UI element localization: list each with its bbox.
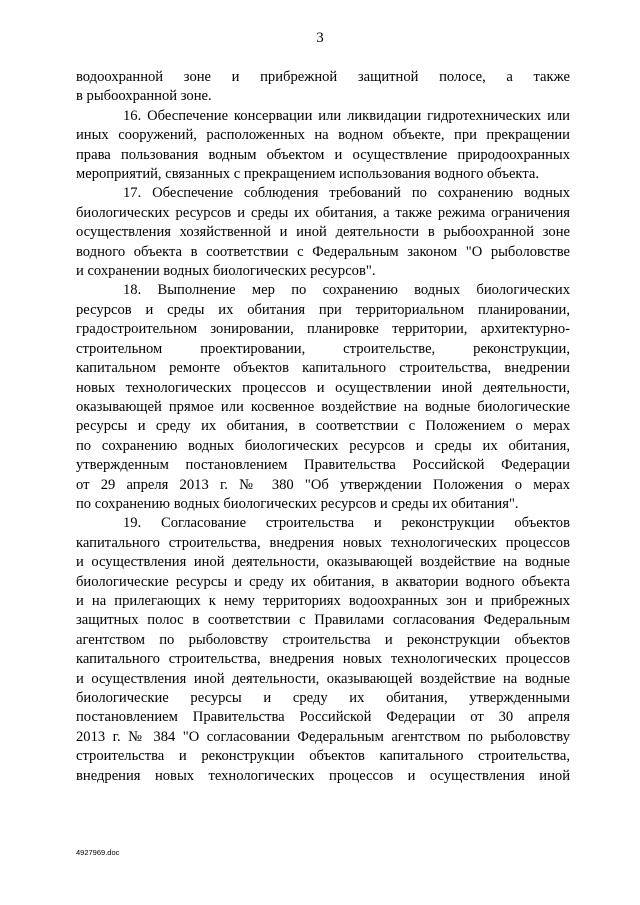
text-line: капитального строительства, внедрения новых технологических процессов: [76, 651, 570, 668]
paragraph-19: [76, 514, 570, 786]
text-line: осуществления хозяйственной и иной деятельности в рыбоохранной зоне: [76, 224, 570, 241]
text-line: ресурсов и среды их обитания при территориальном планировании,: [76, 301, 570, 318]
text-line: постановлением Правительства Российской Федерации от 30 апреля: [76, 709, 570, 726]
text-line: капитальном ремонте объектов капитального строительства, внедрении: [76, 360, 570, 377]
text-line: биологические ресурсы и среду их обитания, утвержденными: [76, 690, 570, 706]
text-line: агентством по рыболовству строительства и реконструкции объектов: [76, 631, 570, 648]
footer-filename: 4927969.doc: [76, 848, 120, 857]
text-line: биологических ресурсов и среды их обитания, а также режима ограничения: [76, 204, 570, 221]
text-line: и на прилегающих к нему территориях водоохранных зон и прибрежных: [76, 592, 570, 609]
text-line: иных сооружений, расположенных на водном объекте, при прекращении: [76, 127, 570, 144]
text-line: водоохранной зоне и прибрежной защитной полосе, а также: [76, 69, 570, 85]
text-line: 17. Обеспечение соблюдения требований по сохранению водных: [123, 185, 570, 202]
text-line: в рыбоохранной зоне.: [76, 88, 212, 105]
paragraph-continuation: [76, 68, 570, 107]
paragraph-16: [76, 107, 570, 185]
text-line: строительства и реконструкции объектов капитального строительства,: [76, 748, 570, 765]
text-line: ресурсы и среду их обитания, в соответствии с Положением о мерах: [76, 418, 570, 435]
text-line: мероприятий, связанных с прекращением использования водного объекта.: [76, 166, 540, 183]
text-line: водного объекта в соответствии с Федеральным законом "О рыболовстве: [76, 243, 570, 260]
text-line: новых технологических процессов и осуществлении иной деятельности,: [76, 379, 570, 396]
paragraph-18: [76, 281, 570, 514]
page-number: 3: [316, 30, 324, 46]
text-line: 16. Обеспечение консервации или ликвидации гидротехнических или: [123, 107, 570, 124]
text-line: внедрения новых технологических процессов и осуществления иной: [76, 767, 570, 784]
text-line: строительном проектировании, строительстве, реконструкции,: [76, 340, 570, 357]
text-line: по сохранению водных биологических ресурсов и среды их обитания".: [76, 495, 519, 512]
text-line: градостроительном зонировании, планировке территории, архитектурно-: [76, 321, 570, 338]
text-line: оказывающей прямое или косвенное воздействие на водные биологические: [76, 398, 570, 415]
text-line: защитных полос в соответствии с Правилами согласования Федеральным: [76, 612, 570, 629]
text-line: биологические ресурсы и среду их обитания, в акватории водного объекта: [76, 573, 570, 590]
text-line: 2013 г. № 384 "О согласовании Федеральным агентством по рыболовству: [76, 728, 570, 745]
text-line: 18. Выполнение мер по сохранению водных биологических: [123, 282, 570, 299]
text-line: права пользования водным объектом и осуществление природоохранных: [76, 146, 570, 163]
text-line: и осуществления иной деятельности, оказывающей воздействие на водные: [76, 554, 570, 571]
text-line: и осуществления иной деятельности, оказывающей воздействие на водные: [76, 670, 570, 687]
document-body: [76, 68, 570, 786]
text-line: капитального строительства, внедрения новых технологических процессов: [76, 534, 570, 551]
text-line: утвержденным постановлением Правительства Российской Федерации: [76, 457, 570, 474]
text-line: от 29 апреля 2013 г. № 380 "Об утверждении Положения о мерах: [76, 476, 570, 493]
text-line: и сохранении водных биологических ресурсов".: [76, 263, 376, 280]
text-line: 19. Согласование строительства и реконструкции объектов: [123, 515, 570, 532]
text-line: по сохранению водных биологических ресурсов и среды их обитания,: [76, 437, 570, 454]
paragraph-17: [76, 184, 570, 281]
